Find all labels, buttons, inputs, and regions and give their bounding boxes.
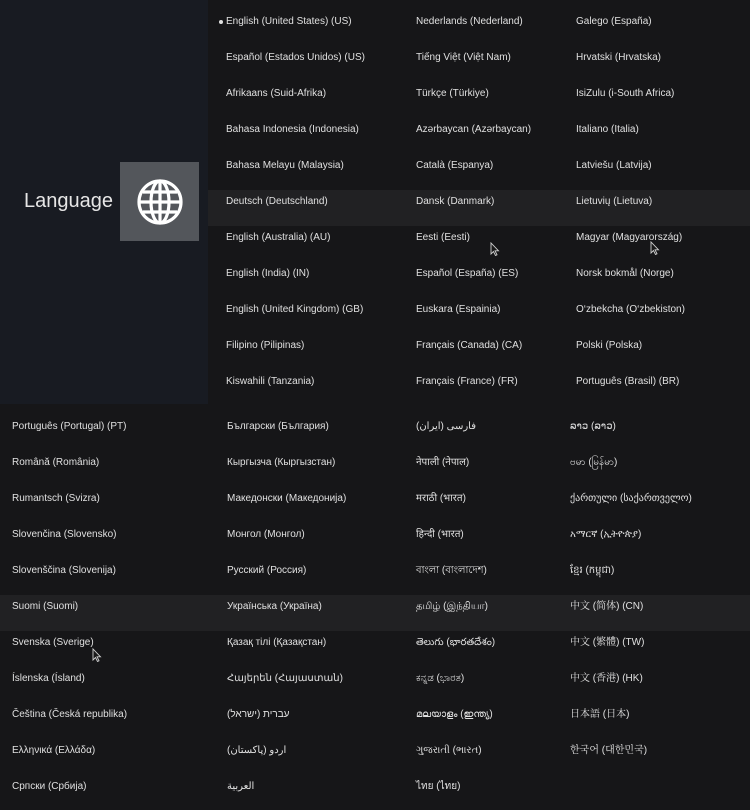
language-option[interactable]: Български (България) [227,421,329,432]
language-option[interactable]: 中文 (香港) (HK) [570,673,643,684]
language-option[interactable]: Кыргызча (Кыргызстан) [227,457,336,468]
language-option[interactable]: Hrvatski (Hrvatska) [576,52,662,63]
language-option[interactable]: Dansk (Danmark) [416,196,495,207]
language-option[interactable]: Português (Portugal) (PT) [12,421,127,432]
language-option[interactable]: Bahasa Indonesia (Indonesia) [226,124,359,135]
language-option[interactable]: Français (France) (FR) [416,376,518,387]
language-option[interactable]: Français (Canada) (CA) [416,340,523,351]
language-option[interactable]: Azərbaycan (Azərbaycan) [416,124,532,135]
language-option[interactable]: Eesti (Eesti) [416,232,470,243]
language-option[interactable]: Bahasa Melayu (Malaysia) [226,160,344,171]
language-option[interactable]: Latviešu (Latvija) [576,160,652,171]
language-option[interactable]: Polski (Polska) [576,340,643,351]
language-option[interactable]: IsiZulu (i-South Africa) [576,88,675,99]
language-option[interactable]: Slovenčina (Slovensko) [12,529,117,540]
language-option[interactable]: Čeština (Česká republika) [12,709,128,720]
language-option[interactable]: ไทย (ไทย) [416,781,461,792]
language-option[interactable]: Kiswahili (Tanzania) [226,376,315,387]
language-option[interactable]: 中文 (繁體) (TW) [570,637,645,648]
language-option[interactable]: Српски (Србија) [12,781,87,792]
language-option[interactable]: हिन्दी (भारत) [416,529,464,540]
language-option[interactable]: Português (Brasil) (BR) [576,376,680,387]
language-option[interactable]: Filipino (Pilipinas) [226,340,305,351]
language-option[interactable]: עברית (ישראל) [227,709,290,720]
language-option[interactable]: नेपाली (नेपाल) [416,457,470,468]
language-option[interactable]: Lietuvių (Lietuva) [576,196,653,207]
language-option[interactable]: ဗမာ (မြန်မာ) [570,457,618,468]
language-option[interactable]: العربية [227,781,255,792]
language-option[interactable]: Русский (Россия) [227,565,307,576]
language-option[interactable]: ລາວ (ລາວ) [570,421,616,432]
language-option[interactable]: Español (España) (ES) [416,268,519,279]
language-option[interactable]: ខ្មែរ (កម្ពុជា) [570,565,615,576]
language-option[interactable]: ગુજરાતી (ભારત) [416,745,482,756]
language-option[interactable]: Монгол (Монгол) [227,529,305,540]
language-option[interactable]: Norsk bokmål (Norge) [576,268,674,279]
language-option[interactable]: Magyar (Magyarország) [576,232,683,243]
language-option[interactable]: বাংলা (বাংলাদেশ) [416,565,487,576]
language-option[interactable]: Македонски (Македонија) [227,493,347,504]
language-option[interactable]: Türkçe (Türkiye) [416,88,489,99]
language-option[interactable]: Afrikaans (Suid-Afrika) [226,88,327,99]
mouse-cursor-icon [650,241,660,255]
language-option[interactable]: Қазақ тілі (Қазақстан) [227,637,327,648]
language-option[interactable]: മലയാളം (ഇന്ത്യ) [416,709,493,720]
language-option[interactable]: Suomi (Suomi) [12,601,79,612]
language-option[interactable]: ಕನ್ನಡ (ಭಾರತ) [416,673,465,684]
language-option[interactable]: Deutsch (Deutschland) [226,196,328,207]
language-option[interactable]: Rumantsch (Svizra) [12,493,100,504]
language-option[interactable]: 한국어 (대한민국) [570,745,648,756]
language-option[interactable]: አማርኛ (ኢትዮጵያ) [570,529,642,540]
language-option[interactable]: O‘zbekcha (O‘zbekiston) [576,304,685,315]
language-option[interactable]: Euskara (Espainia) [416,304,501,315]
language-option[interactable]: Galego (España) [576,16,652,27]
language-option[interactable]: 中文 (简体) (CN) [570,601,644,612]
language-option[interactable]: ქართული (საქართველო) [570,493,692,504]
language-option[interactable]: Español (Estados Unidos) (US) [226,52,365,63]
language-option[interactable]: मराठी (भारत) [416,493,466,504]
mouse-cursor-icon [92,648,102,662]
language-option[interactable]: Українська (Україна) [227,601,322,612]
language-option[interactable]: Ελληνικά (Ελλάδα) [12,745,96,756]
language-option[interactable]: Íslenska (Ísland) [12,673,85,684]
language-option[interactable]: Tiếng Việt (Việt Nam) [416,52,511,63]
language-option[interactable]: Nederlands (Nederland) [416,16,523,27]
language-option[interactable]: اردو (پاکستان) [227,745,287,756]
language-option[interactable]: English (United Kingdom) (GB) [226,304,364,315]
language-option[interactable]: Svenska (Sverige) [12,637,94,648]
page-title: Language [24,190,113,212]
language-option[interactable]: 日本語 (日本) [570,709,630,720]
language-option[interactable]: Català (Espanya) [416,160,494,171]
language-option[interactable]: English (Australia) (AU) [226,232,331,243]
language-option[interactable]: Română (România) [12,457,100,468]
language-option[interactable]: English (United States) (US) [226,16,352,27]
language-option[interactable]: தமிழ் (இந்தியா) [416,601,488,612]
language-option[interactable]: Հայերեն (Հայաստան) [227,673,343,684]
language-option[interactable]: Slovenščina (Slovenija) [12,565,116,576]
language-option[interactable]: English (India) (IN) [226,268,310,279]
language-option[interactable]: Italiano (Italia) [576,124,639,135]
language-option[interactable]: فارسی (ایران) [416,421,477,432]
mouse-cursor-icon [490,242,500,256]
language-option[interactable]: తెలుగు (భారతదేశం) [416,637,496,648]
